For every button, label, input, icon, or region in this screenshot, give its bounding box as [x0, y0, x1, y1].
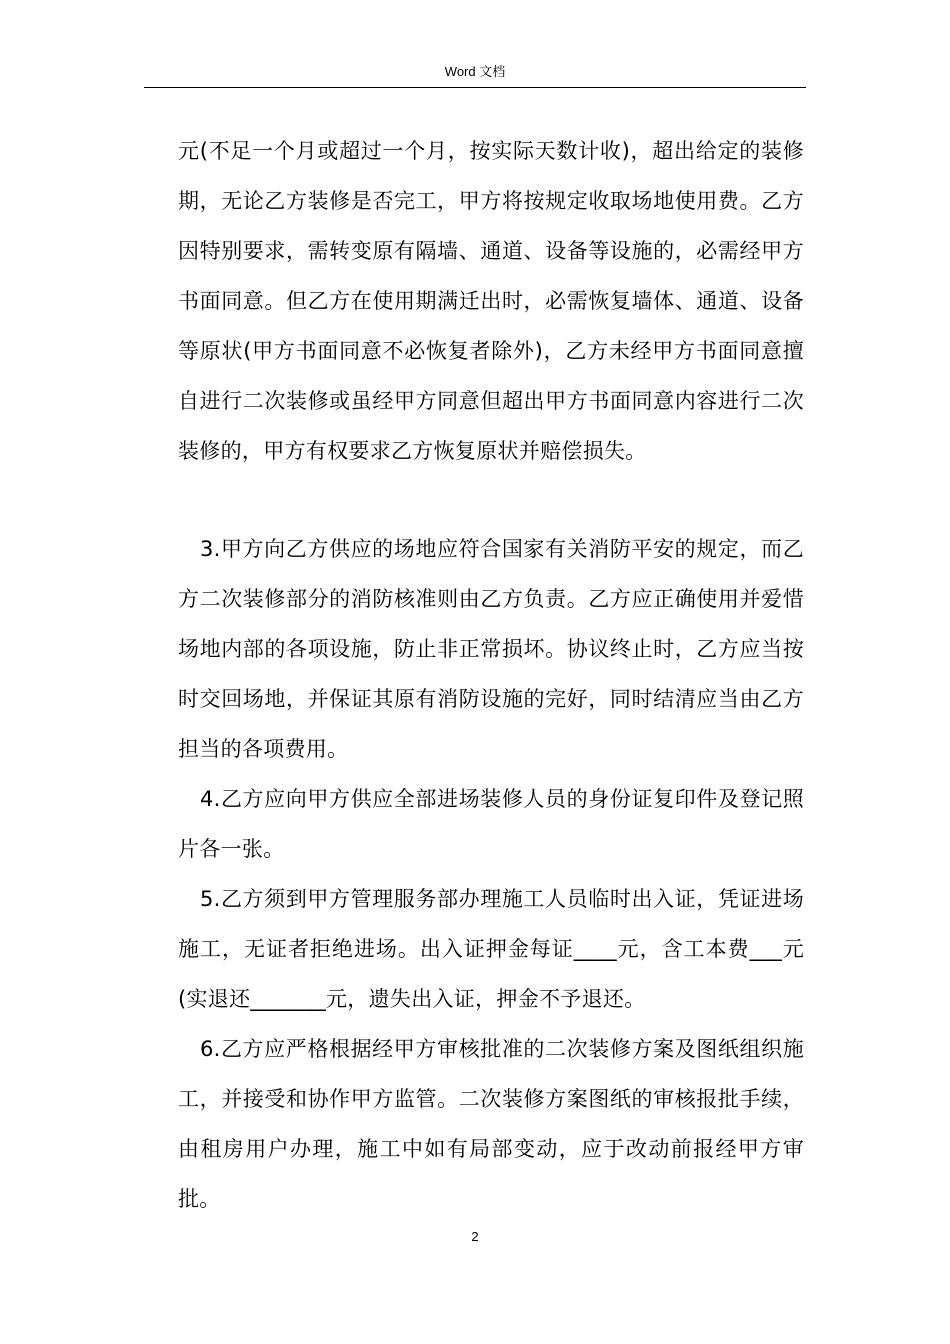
- document-body: [178, 126, 804, 1224]
- page-header: Word 文档: [444, 64, 506, 79]
- paragraph-clause-4: 4.乙方应向甲方供应全部进场装修人员的身份证复印件及登记照片各一张。: [178, 787, 804, 861]
- paragraph-clause-5: 5.乙方须到甲方管理服务部办理施工人员临时出入证，凭证进场施工，无证者拒绝进场。出入证押金每证____元，含工本费___元(实退还_______元，遗失出入证，押金不予退还。: [178, 887, 804, 1011]
- header-divider: [144, 87, 806, 88]
- paragraph-clause-6: 6.乙方应严格根据经甲方审核批准的二次装修方案及图纸组织施工，并接受和协作甲方监管。二次装修方案图纸的审核报批手续，由租房用户办理，施工中如有局部变动，应于改动前报经甲方审批。: [178, 1037, 804, 1211]
- paragraph-clause-3: 3.甲方向乙方供应的场地应符合国家有关消防平安的规定，而乙方二次装修部分的消防核准则由乙方负责。乙方应正确使用并爱惜场地内部的各项设施，防止非正常损坏。协议终止时，乙方应当按时交回场地，并保证其原有消防设施的完好，同时结清应当由乙方担当的各项费用。: [178, 537, 804, 761]
- paragraph-gap: [178, 476, 804, 524]
- page-number: 2: [471, 1229, 479, 1244]
- paragraph-continuation: 元(不足一个月或超过一个月，按实际天数计收)，超出给定的装修期，无论乙方装修是否完工，甲方将按规定收取场地使用费。乙方因特别要求，需转变原有隔墙、通道、设备等设施的，必需经甲方书面同意。但乙方在使用期满迁出时，必需恢复墙体、通道、设备等原状(甲方书面同意不必恢复者除外)，乙方未经甲方书面同意擅自进行二次装修或虽经甲方同意但超出甲方书面同意内容进行二次装修的，甲方有权要求乙方恢复原状并赔偿损失。: [178, 139, 804, 463]
